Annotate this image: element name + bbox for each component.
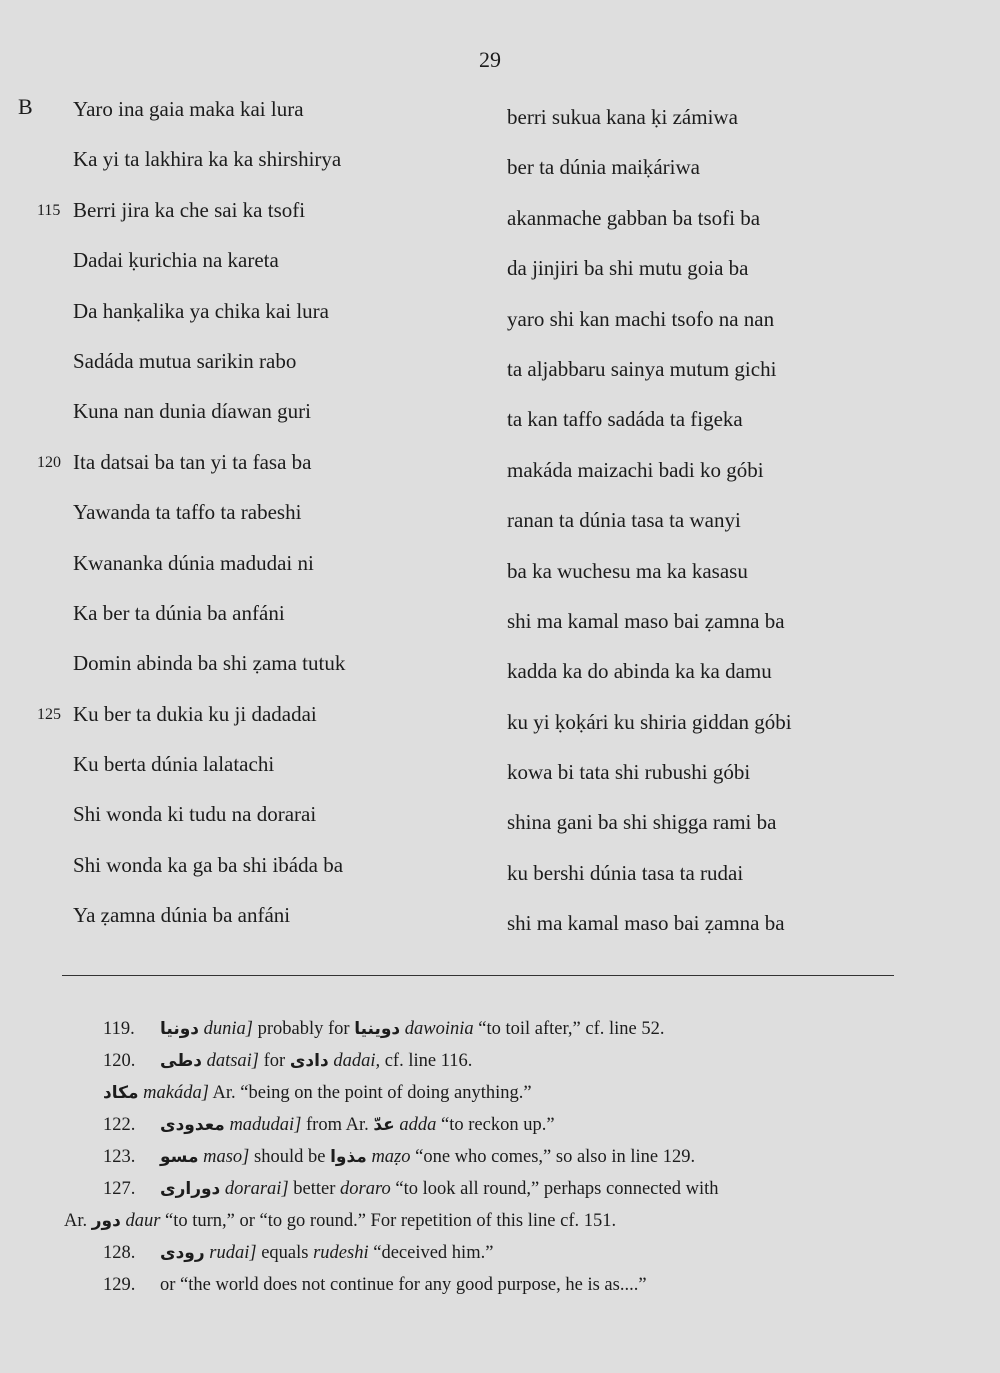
footnote-text	[160, 1175, 719, 1203]
hausa-word: dorarai]	[224, 1179, 289, 1199]
hausa-word: daur	[125, 1211, 161, 1231]
section-label: B	[18, 94, 33, 119]
verse-line: ranan ta dúnia tasa ta wanyi	[507, 508, 741, 533]
verse-text: Kwananka dúnia madudai ni	[73, 550, 314, 575]
footnote-divider	[62, 975, 894, 976]
verse-text: Shi wonda ki tudu na dorarai	[73, 802, 317, 827]
footnote-text	[103, 1079, 532, 1107]
verse-line: kadda ka do abinda ka ka damu	[507, 659, 772, 684]
footnote-gloss: should be	[254, 1147, 326, 1167]
verse-text: Ku ber ta dukia ku ji dadadai	[73, 701, 317, 726]
verse-line	[0, 196, 480, 246]
verse-text: Dadai ḳurichia na kareta	[73, 248, 279, 273]
arabic-word: عدّ	[373, 1115, 395, 1135]
verse-line	[0, 851, 480, 901]
verse-line	[0, 246, 480, 296]
footnote-127	[0, 1175, 1000, 1207]
footnote-gloss: for	[263, 1051, 286, 1071]
arabic-word: مكاد	[103, 1083, 139, 1103]
footnote-prefix: Ar.	[64, 1211, 88, 1231]
verse-line: akanmache gabban ba tsofi ba	[507, 205, 761, 230]
verse-line	[0, 750, 480, 800]
verse-line: shi ma kamal maso bai ẓamna ba	[507, 608, 785, 633]
footnotes	[0, 1015, 1000, 1303]
footnote-gloss: better	[293, 1179, 336, 1199]
footnote-120b	[0, 1079, 1000, 1111]
footnote-number: 128.	[103, 1243, 136, 1263]
verse-line: da jinjiri ba shi mutu goia ba	[507, 256, 749, 281]
verse-line	[0, 800, 480, 850]
hausa-word: maso]	[203, 1147, 250, 1167]
verse-line	[0, 700, 480, 750]
verse-line	[0, 347, 480, 397]
footnote-120	[0, 1047, 1000, 1079]
verse-line: ta aljabbaru sainya mutum gichi	[507, 356, 777, 381]
verse-line	[0, 448, 480, 498]
verse-line: berri sukua kana ḳi zámiwa	[507, 105, 738, 129]
hausa-word: maẓo	[371, 1147, 411, 1167]
footnote-text	[160, 1143, 695, 1171]
arabic-word: دوينيا	[354, 1019, 401, 1039]
verse-line	[0, 599, 480, 649]
verse-column-hausa	[0, 95, 480, 952]
footnote-text	[160, 1239, 493, 1267]
verse-line	[0, 297, 480, 347]
verse-text: Yaro ina gaia maka kai lura	[73, 97, 304, 121]
footnote-gloss: “one who comes,” so also in line 129.	[415, 1147, 696, 1167]
footnote-129	[0, 1271, 1000, 1303]
footnote-number: 120.	[103, 1051, 136, 1071]
verse-text: Sadáda mutua sarikin rabo	[73, 348, 297, 373]
footnote-text	[160, 1047, 472, 1075]
verse-text: Shi wonda ka ga ba shi ibáda ba	[73, 852, 344, 877]
line-number: 125	[37, 705, 61, 723]
verse-line	[0, 549, 480, 599]
footnote-127-continued	[0, 1207, 1000, 1239]
footnote-gloss: “deceived him.”	[373, 1243, 494, 1263]
line-number: 115	[37, 201, 61, 219]
hausa-word: madudai]	[229, 1115, 302, 1135]
verse-text: Berri jira ka che sai ka tsofi	[73, 197, 306, 222]
verse-text: Ya ẓamna dúnia ba anfáni	[73, 903, 291, 928]
verse-line	[0, 649, 480, 699]
hausa-word: dunia]	[203, 1019, 253, 1039]
verse-line: kowa bi tata shi rubushi góbi	[507, 760, 751, 785]
verse-line: yaro shi kan machi tsofo na nan	[507, 306, 775, 331]
footnote-128	[0, 1239, 1000, 1271]
verse-line: makáda maizachi badi ko góbi	[507, 457, 764, 482]
footnote-gloss: probably for	[257, 1019, 350, 1039]
footnote-gloss: Ar. “being on the point of doing anything.”	[212, 1083, 532, 1103]
arabic-word: مذوا	[330, 1147, 367, 1167]
arabic-word: دونيا	[160, 1019, 199, 1039]
footnote-119	[0, 1015, 1000, 1047]
verse-text: Ku berta dúnia lalatachi	[73, 752, 275, 777]
line-number: 120	[37, 453, 61, 471]
verse-text: Ka ber ta dúnia ba anfáni	[73, 600, 285, 625]
footnote-number: 119.	[103, 1019, 135, 1039]
verse-line: ber ta dúnia maiḳáriwa	[507, 155, 700, 180]
verse-line: ku yi ḳoḳári ku shiria giddan góbi	[507, 709, 792, 734]
verse-line	[0, 498, 480, 548]
footnote-text: or “the world does not continue for any good purpose, he is as....”	[160, 1275, 647, 1295]
footnote-123	[0, 1143, 1000, 1175]
footnote-number: 127.	[103, 1179, 136, 1199]
verse-text: Kuna nan dunia díawan guri	[73, 399, 311, 424]
verse-line: ku bershi dúnia tasa ta rudai	[507, 860, 744, 885]
verse-line	[0, 145, 480, 195]
footnote-gloss: “to turn,” or “to go round.” For repetition of this line cf. 151.	[165, 1211, 617, 1231]
arabic-word: رودى	[160, 1243, 205, 1263]
verse-line	[0, 397, 480, 447]
footnote-gloss: cf. line 116.	[384, 1051, 473, 1071]
verse-line: ta kan taffo sadáda ta figeka	[507, 407, 743, 432]
hausa-word: dadai,	[333, 1051, 381, 1071]
verse-column-translation	[507, 103, 987, 960]
footnote-number: 123.	[103, 1147, 136, 1167]
footnote-number: 129.	[103, 1275, 136, 1295]
verse-line: ba ka wuchesu ma ka kasasu	[507, 558, 748, 583]
verse-line: shi ma kamal maso bai ẓamna ba	[507, 911, 785, 936]
verse-text: Domin abinda ba shi ẓama tutuk	[73, 651, 346, 676]
verse-text: Ita datsai ba tan yi ta fasa ba	[73, 449, 312, 474]
hausa-word: makáda]	[143, 1083, 209, 1103]
hausa-word: adda	[399, 1115, 437, 1135]
arabic-word: مسو	[160, 1147, 199, 1167]
verse-line	[0, 95, 480, 145]
footnote-number: 122.	[103, 1115, 136, 1135]
arabic-word: دورارى	[160, 1179, 221, 1199]
hausa-word: datsai]	[206, 1051, 259, 1071]
hausa-word: rudai]	[209, 1243, 257, 1263]
footnote-text	[160, 1111, 555, 1139]
footnote-gloss: “to look all round,” perhaps connected with	[395, 1179, 719, 1199]
verse-line	[0, 901, 480, 951]
footnote-text	[64, 1207, 616, 1235]
footnote-gloss: “to reckon up.”	[441, 1115, 555, 1135]
arabic-word: معدودى	[160, 1115, 225, 1135]
footnote-122	[0, 1111, 1000, 1143]
hausa-word: rudeshi	[313, 1243, 369, 1263]
page-number: 29	[479, 47, 501, 72]
arabic-word: دطى	[160, 1051, 202, 1071]
hausa-word: dawoinia	[404, 1019, 474, 1039]
verse-text: Yawanda ta taffo ta rabeshi	[73, 500, 302, 525]
arabic-word: دادى	[289, 1051, 329, 1071]
footnote-text	[160, 1015, 665, 1043]
footnote-gloss: from Ar.	[306, 1115, 369, 1135]
footnote-gloss: “to toil after,” cf. line 52.	[478, 1019, 665, 1039]
arabic-word: دور	[91, 1211, 121, 1231]
verse-line: shina gani ba shi shigga rami ba	[507, 810, 777, 835]
verse-text: Da hanḳalika ya chika kai lura	[73, 298, 329, 323]
footnote-gloss: equals	[261, 1243, 309, 1263]
hausa-word: doraro	[340, 1179, 391, 1199]
verse-text: Ka yi ta lakhira ka ka shirshirya	[73, 147, 342, 172]
